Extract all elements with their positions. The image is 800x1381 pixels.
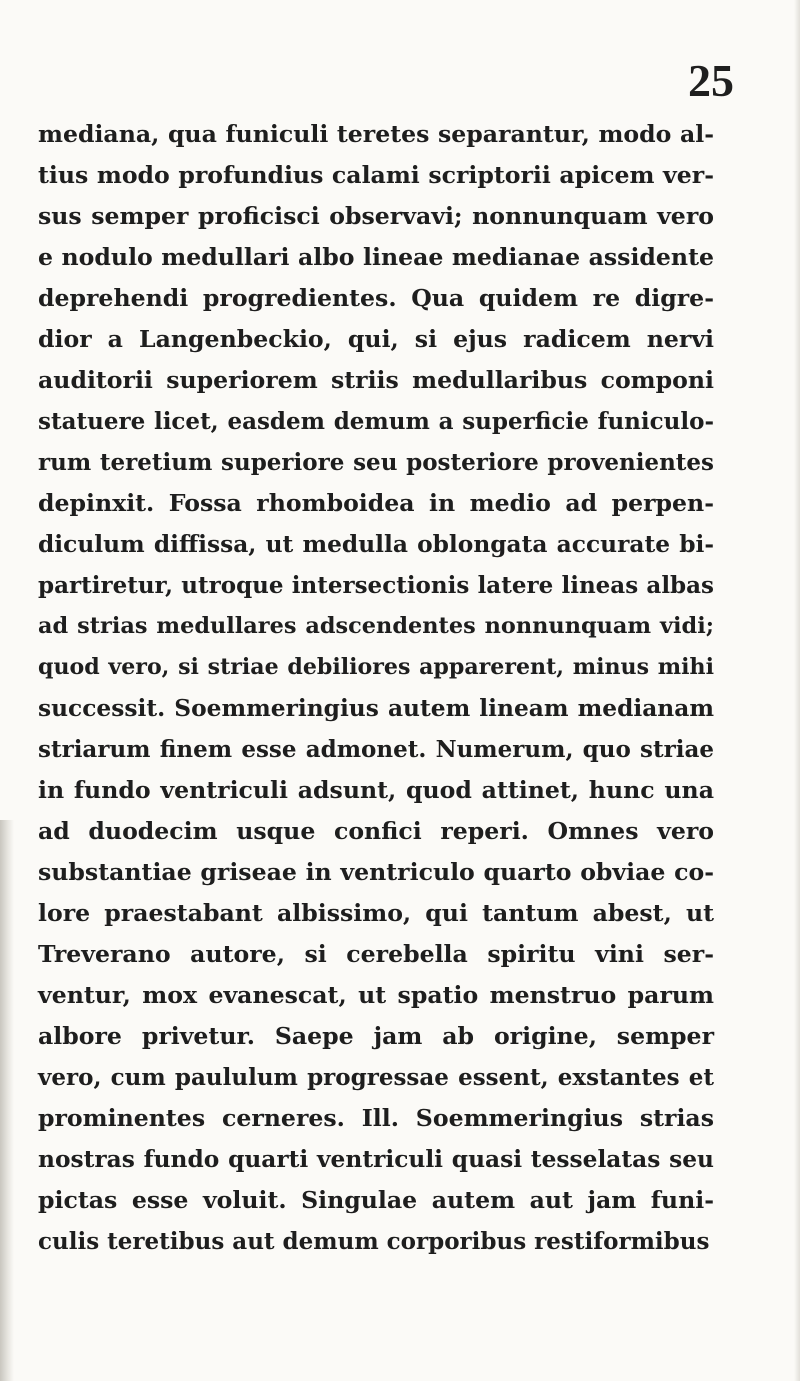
text-line: lore praestabant albissimo, qui tantum abest, ut [38,899,714,927]
text-line: rum teretium superiore seu posteriore provenientes [38,449,714,476]
text-line: tius modo profundius calami scriptorii apicem ver- [38,161,714,189]
text-line: in fundo ventriculi adsunt, quod attinet, hunc una [38,776,714,804]
text-line: diculum diffissa, ut medulla oblongata accurate bi- [38,531,714,558]
text-line: dior a Langenbeckio, qui, si ejus radicem nervi [38,325,714,353]
page-number: 25 [688,55,734,106]
text-line: ad duodecim usque confici reperi. Omnes vero [38,817,714,845]
text-line: e nodulo medullari albo lineae medianae assidente [38,243,714,271]
text-line: pictas esse voluit. Singulae autem aut jam funi- [38,1186,714,1214]
text-line: depinxit. Fossa rhomboidea in medio ad perpen- [38,489,714,517]
text-line: culis teretibus aut demum corporibus restiformibus [38,1228,710,1255]
text-line: successit. Soemmeringius autem lineam medianam [38,695,714,722]
text-line: deprehendi progredientes. Qua quidem re digre- [38,284,714,312]
text-line: quod vero, si striae debiliores apparerent, minus mihi [38,654,714,680]
text-line: substantiae griseae in ventriculo quarto obviae co- [38,858,714,886]
page-edge-shadow [794,0,800,1381]
text-line: auditorii superiorem striis medullaribus componi [38,366,714,394]
text-line: partiretur, utroque intersectionis latere lineas albas [38,572,714,599]
text-line: ventur, mox evanescat, ut spatio menstruo parum [38,981,714,1009]
text-line: mediana, qua funiculi teretes separantur, modo al- [38,120,714,148]
text-line: nostras fundo quarti ventriculi quasi tesselatas seu [38,1146,714,1173]
body-text [38,114,714,1262]
text-line: statuere licet, easdem demum a superficie funiculo- [38,408,714,435]
text-line: albore privetur. Saepe jam ab origine, semper [38,1022,714,1050]
text-line: prominentes cerneres. Ill. Soemmeringius strias [38,1104,714,1132]
binding-shadow [0,820,14,1381]
text-line: striarum finem esse admonet. Numerum, quo striae [38,736,714,763]
text-line: sus semper proficisci observavi; nonnunquam vero [38,202,714,230]
text-line: ad strias medullares adscendentes nonnunquam vidi; [38,613,714,639]
text-line: Treverano autore, si cerebella spiritu vini ser- [38,940,714,968]
text-line: vero, cum paululum progressae essent, exstantes et [38,1064,714,1091]
